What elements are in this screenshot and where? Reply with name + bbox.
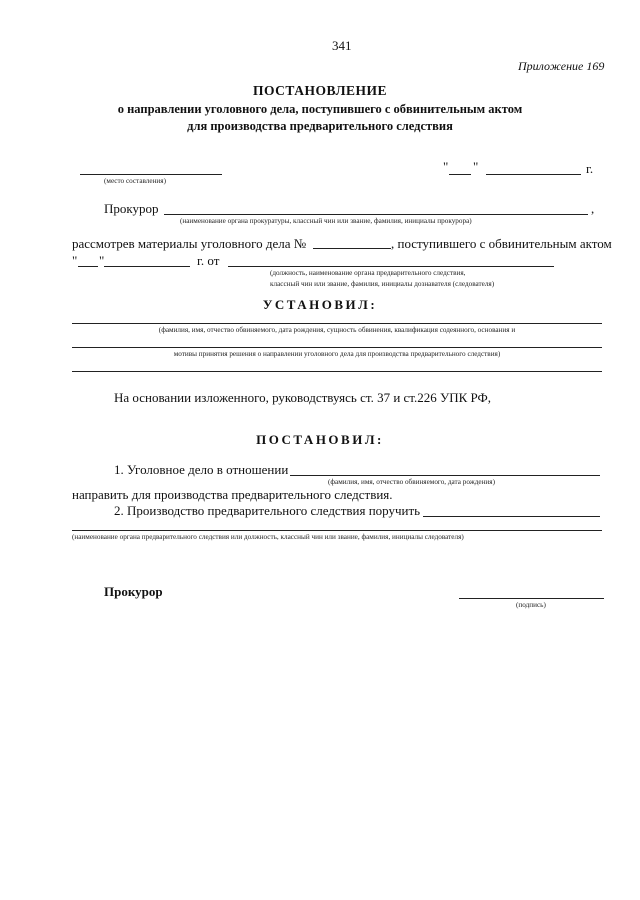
date-month-year-field[interactable] (486, 174, 581, 175)
document-title: ПОСТАНОВЛЕНИЕ (252, 83, 388, 98)
signature-field[interactable] (459, 598, 604, 599)
prosecutor-caption: (наименование органа прокуратуры, классный чин или звание, фамилия, инициалы прокурора) (180, 217, 472, 225)
act-date-quote-close: " (99, 253, 105, 268)
case-number-field[interactable] (313, 248, 391, 249)
established-field-2[interactable] (72, 347, 602, 348)
considered-text-part1: рассмотрев материалы уголовного дела № (72, 236, 307, 251)
established-heading: УСТАНОВИЛ: (262, 297, 378, 312)
prosecutor-label: Прокурор (104, 201, 159, 216)
appendix-label: Приложение 169 (518, 59, 605, 73)
prosecutor-field[interactable] (164, 214, 588, 215)
assigned-investigator-caption: (наименование органа предварительного следствия или должность, классный чин или звание, фамилия, инициалы следователя) (72, 533, 464, 541)
prosecutor-comma: , (591, 201, 595, 216)
act-date-month-field[interactable] (104, 266, 190, 267)
act-date-quote-open: " (72, 253, 78, 268)
date-day-field[interactable] (449, 174, 471, 175)
document-subtitle-line1: о направлении уголовного дела, поступившего с обвинительным актом (117, 102, 523, 116)
basis-text: На основании изложенного, руководствуясь ст. 37 и ст.226 УПК РФ, (114, 390, 492, 405)
act-year-from: г. от (197, 253, 220, 268)
date-quote-open: " (443, 159, 449, 174)
investigator-caption-1: (должность, наименование органа предварительного следствия, (270, 269, 466, 277)
page-number: 341 (332, 38, 352, 53)
place-field[interactable] (80, 174, 222, 175)
established-caption-2: мотивы принятия решения о направлении уголовного дела для производства предварительного следствия) (173, 350, 501, 358)
accused-caption: (фамилия, имя, отчество обвиняемого, дата рождения) (328, 478, 495, 486)
considered-text-part2: , поступившего с обвинительным актом (391, 236, 612, 251)
signature-caption: (подпись) (516, 601, 546, 609)
resolved-item1-continuation: направить для производства предварительного следствия. (72, 487, 393, 502)
document-subtitle-line2: для производства предварительного следствия (187, 119, 453, 133)
place-caption: (место составления) (104, 177, 166, 185)
established-field-1[interactable] (72, 323, 602, 324)
accused-field[interactable] (290, 475, 600, 476)
resolved-item1-text: 1. Уголовное дело в отношении (114, 462, 289, 477)
investigator-caption-2: классный чин или звание, фамилия, инициалы дознавателя (следователя) (270, 280, 495, 288)
resolved-heading: ПОСТАНОВИЛ: (256, 432, 384, 447)
date-quote-close: " (473, 159, 479, 174)
assigned-investigator-field-2[interactable] (72, 530, 602, 531)
assigned-investigator-field-1[interactable] (423, 516, 600, 517)
resolved-item2-text: 2. Производство предварительного следствия поручить (114, 503, 421, 518)
act-date-day-field[interactable] (78, 266, 98, 267)
signature-prosecutor-label: Прокурор (104, 584, 163, 599)
established-caption-1: (фамилия, имя, отчество обвиняемого, дата рождения, сущность обвинения, квалификация содеянного, основания и (158, 326, 516, 334)
investigator-field[interactable] (228, 266, 554, 267)
established-field-3[interactable] (72, 371, 602, 372)
date-year-suffix: г. (586, 161, 594, 176)
